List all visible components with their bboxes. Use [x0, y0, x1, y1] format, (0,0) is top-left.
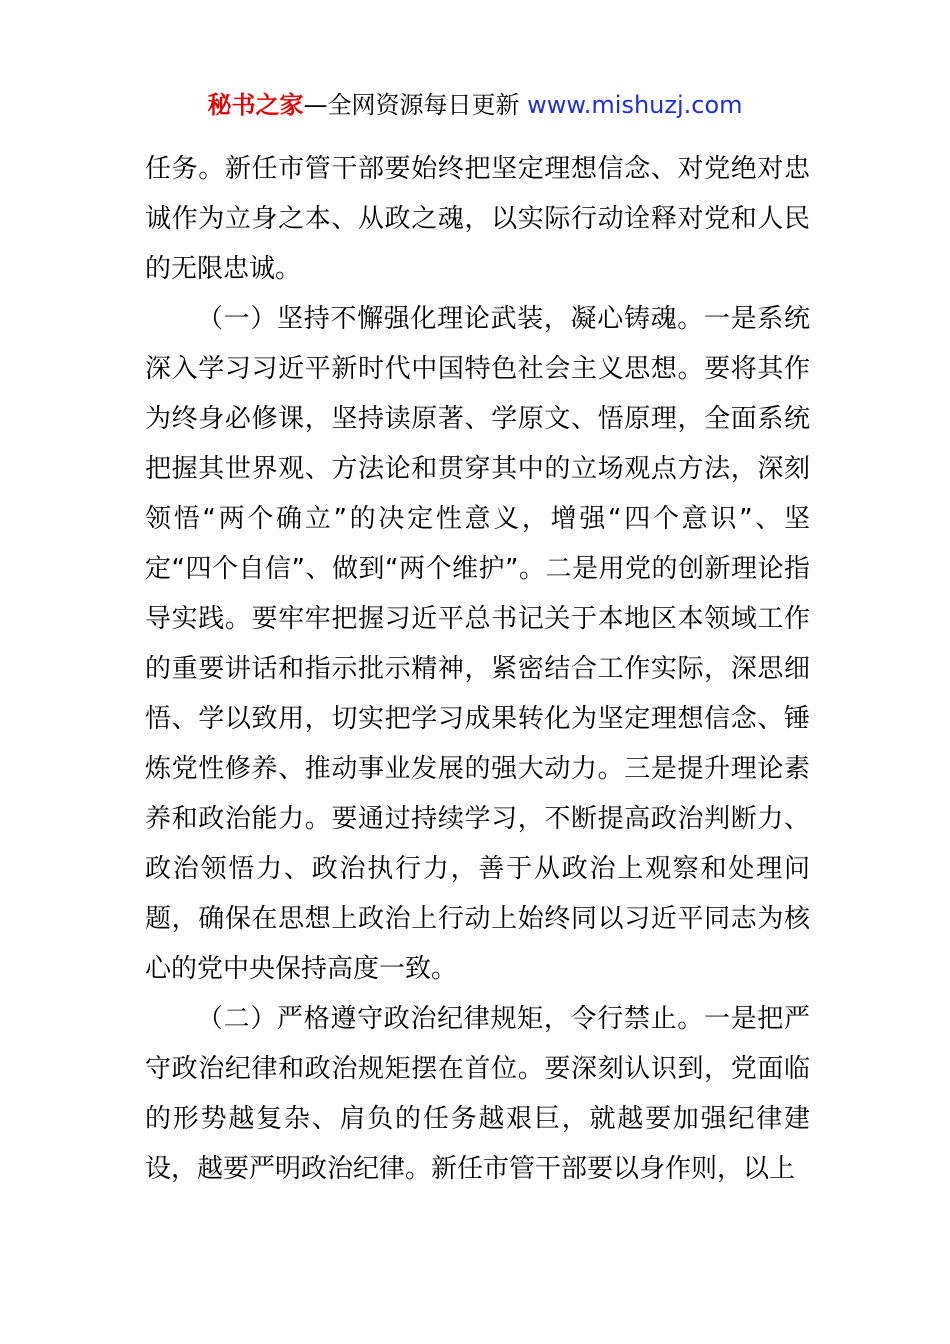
section-one-paragraph: （一）坚持不懈强化理论武装，凝心铸魂。一是系统深入学习习近平新时代中国特色社会主义思想。要将其作为终身必修课，坚持读原著、学原文、悟原理，全面系统把握其世界观、方法论和贯穿其中的立场观点方法，深刻领悟“两个确立”的决定性意义，增强“四个意识”、坚定“四个自信”、做到“两个维护”。二是用党的创新理论指导实践。要牢牢把握习近平总书记关于本地区本领域工作的重要讲话和指示批示精神，紧密结合工作实际，深思细悟、学以致用，切实把学习成果转化为坚定理想信念、锤炼党性修养、推动事业发展的强大动力。三是提升理论素养和政治能力。要通过持续学习，不断提高政治判断力、政治领悟力、政治执行力，善于从政治上观察和处理问题，确保在思想上政治上行动上始终同以习近平同志为核心的党中央保持高度一致。 — [145, 304, 810, 984]
website-link[interactable]: www.mishuzj.com — [527, 91, 743, 119]
header-tagline: —全网资源每日更新 — [303, 91, 528, 119]
body-paragraph: 任务。新任市管干部要始终把坚定理想信念、对党绝对忠诚作为立身之本、从政之魂，以实际行动诠释对党和人民的无限忠诚。 — [145, 154, 810, 284]
document-body — [145, 144, 810, 1194]
page-header — [0, 89, 950, 121]
brand-name: 秘书之家 — [207, 91, 304, 119]
section-two-paragraph: （二）严格遵守政治纪律规矩，令行禁止。一是把严守政治纪律和政治规矩摆在首位。要深刻认识到，党面临的形势越复杂、肩负的任务越艰巨，就越要加强纪律建设，越要严明政治纪律。新任市管干部要以身作则，以上 — [145, 1004, 810, 1184]
